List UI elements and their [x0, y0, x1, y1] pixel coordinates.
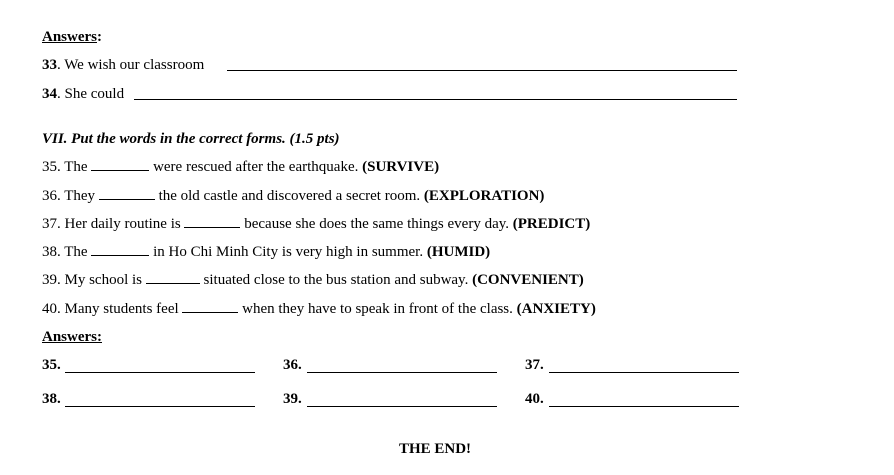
q36-post: the old castle and discovered a secret room.: [158, 188, 421, 204]
answer-line-33: [42, 56, 204, 74]
answer-slot-39-blank[interactable]: [307, 406, 497, 407]
answer-slot-35-blank[interactable]: [65, 372, 255, 373]
q37-post: because she does the same things every day.: [244, 216, 510, 232]
q34-text: . She could: [57, 86, 125, 102]
question-35: [42, 158, 439, 176]
answer-slot-39-label: [283, 390, 302, 408]
q38-blank[interactable]: [91, 243, 149, 256]
q40-blank[interactable]: [182, 300, 238, 313]
answer-slot-38-blank[interactable]: [65, 406, 255, 407]
q38-word: (HUMID): [426, 244, 491, 260]
q38-post: in Ho Chi Minh City is very high in summer.: [153, 244, 424, 260]
answer-slot-37-blank[interactable]: [549, 372, 739, 373]
q40-word: (ANXIETY): [516, 301, 596, 317]
section-vii-answers-label: Answers:: [42, 329, 102, 345]
answer-line-34: [42, 85, 124, 103]
answers-colon: :: [97, 29, 102, 45]
answer-slot-39-number: 39.: [283, 391, 302, 407]
q36-pre: 36. They: [42, 188, 96, 204]
question-38: [42, 243, 490, 261]
q37-pre: 37. Her daily routine is: [42, 216, 181, 232]
question-37: [42, 215, 590, 233]
answer-slot-37-label: [525, 356, 544, 374]
q33-number: 33: [42, 57, 57, 73]
q38-pre: 38. The: [42, 244, 88, 260]
q36-blank[interactable]: [99, 187, 155, 200]
q39-post: situated close to the bus station and subway.: [203, 272, 469, 288]
question-40: [42, 300, 596, 318]
q39-word: (CONVENIENT): [472, 272, 584, 288]
section-vii-title: VII. Put the words in the correct forms. (1.5 pts): [42, 131, 340, 147]
q35-pre: 35. The: [42, 159, 88, 175]
q36-word: (EXPLORATION): [423, 188, 545, 204]
answers-heading: [42, 28, 102, 46]
question-39: [42, 271, 584, 289]
q37-blank[interactable]: [184, 215, 240, 228]
answer-slot-40-label: [525, 390, 544, 408]
answer-slot-36-blank[interactable]: [307, 372, 497, 373]
question-36: [42, 187, 544, 205]
q39-blank[interactable]: [146, 271, 200, 284]
q37-word: (PREDICT): [512, 216, 591, 232]
q35-word: (SURVIVE): [362, 159, 440, 175]
answer-slot-35-number: 35.: [42, 357, 61, 373]
answer-slot-36-number: 36.: [283, 357, 302, 373]
answer-slot-40-blank[interactable]: [549, 406, 739, 407]
section-vii-answers-heading: [42, 328, 102, 346]
q33-text: . We wish our classroom: [57, 57, 205, 73]
q40-pre: 40. Many students feel: [42, 301, 179, 317]
q40-post: when they have to speak in front of the class.: [242, 301, 513, 317]
the-end-text: THE END!: [398, 441, 472, 457]
answers-label: Answers: [42, 29, 97, 45]
q34-answer-blank[interactable]: [134, 99, 737, 100]
answer-slot-35-label: [42, 356, 61, 374]
answer-slot-40-number: 40.: [525, 391, 544, 407]
answer-slot-38-label: [42, 390, 61, 408]
q34-number: 34: [42, 86, 57, 102]
q35-blank[interactable]: [91, 158, 149, 171]
q39-pre: 39. My school is: [42, 272, 143, 288]
answer-slot-36-label: [283, 356, 302, 374]
q33-answer-blank[interactable]: [227, 70, 737, 71]
q35-post: were rescued after the earthquake.: [153, 159, 359, 175]
answer-slot-37-number: 37.: [525, 357, 544, 373]
answer-slot-38-number: 38.: [42, 391, 61, 407]
